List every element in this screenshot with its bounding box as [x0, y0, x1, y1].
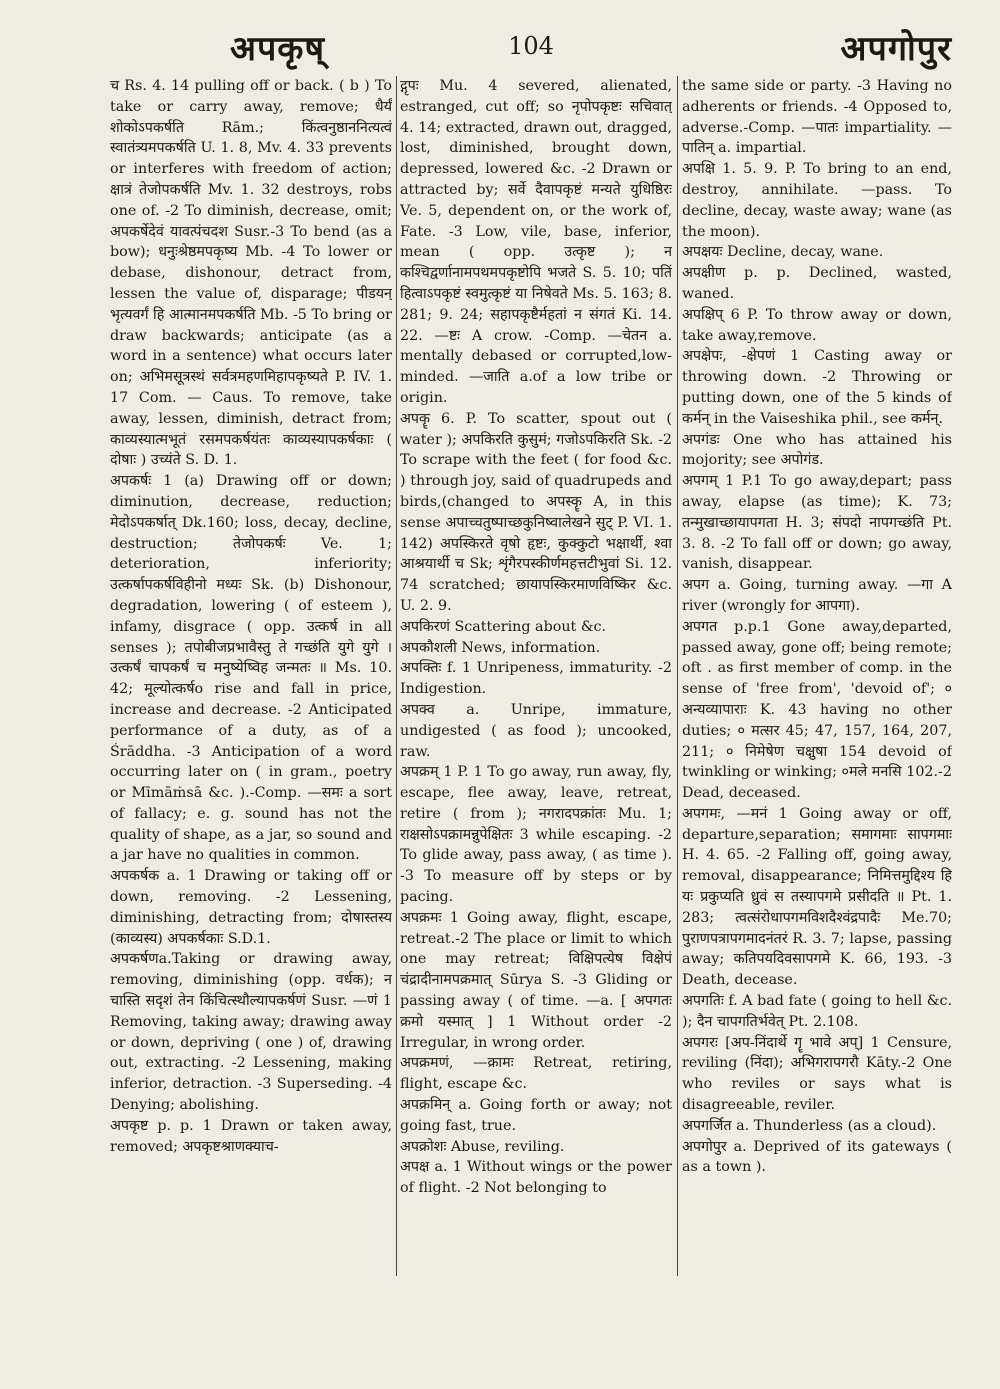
entry-text: अपक्रमणं, —क्रामः Retreat, retiring, flight, escape &c. — [400, 1055, 672, 1093]
entry-text: अपक्तिः f. 1 Unripeness, immaturity. -2 Indigestion. — [400, 660, 672, 698]
entry-text: अपकर्षणa.Taking or drawing away, removing, diminishing (opp. वर्धक); न चास्ति सदृशं तेन किंचित्स्थौल्यापकर्षणं Susr. —णं 1 Removing, taking away; drawing away or down, depriving ( one ) of, drawing out, extracting. -2 Lessening, making inferior, detraction. -3 Superseding. -4 Denying; abolishing. — [110, 951, 392, 1114]
entry-text: अपक्षिप् 6 P. To throw away or down, take away,remove. — [682, 306, 952, 344]
entry-text: अपक्व a. Unripe, immature, undigested ( as food ); uncooked, raw. — [400, 701, 672, 760]
entry-text: अपकर्षः 1 (a) Drawing off or down; diminution, decrease, reduction; मेदोऽपकर्षात् Dk.160; loss, decay, decline, destruction; तेजोपकर्षः Ve. 1; deterioration, inferiority; उत्कर्षापकर्षविहीनो मध्यः Sk. (b) Dishonour, degradation, lowering ( of esteem ), infamy, disgrace ( opp. उत्कर्ष in all senses ); तपोबीजप्रभावैस्तु ते गच्छंति युगे युगे । उत्कर्षं चापकर्षं च मनुष्येष्विह जन्मतः ॥ Ms. 10. 42; मूल्योत्कर्षo rise and fall in price, increase and decrease. -2 Anticipated performance of a duty, as of a Śrāddha. -3 Anticipation of a word occurring later on ( in gram., poetry or Mīmāṁsā &c. ).-Comp. —समः a sort of fallacy; e. g. sound has not the quality of shape, as a jar, so sound and a jar have no qualities in common. — [110, 473, 392, 864]
column-2 — [400, 76, 672, 1286]
column-divider — [677, 76, 678, 1276]
entry-text: अपक्षि 1. 5. 9. P. To bring to an end, destroy, annihilate. —pass. To decline, decay, waste away; wane (as the moon). — [682, 161, 952, 240]
entry-text: अपग a. Going, turning away. —गा A river (wrongly for आपगा). — [682, 577, 952, 614]
column-1 — [110, 76, 392, 1286]
entry-text: अपगरः [अप-निंदार्थे गॄ भावे अप्] 1 Censure, reviling (निंदा); अभिगरापगरौ Kāty.-2 One who reviles or says what is disagreeable, reviler. — [682, 1034, 952, 1114]
entry-text: अपक्रमः 1 Going away, flight, escape, retreat.-2 The place or limit to which one may retreat; विक्षिपत्येष विक्षेपं चंद्रादीनामपक्रमात् Sūrya S. -3 Gliding or passing away ( of time. —a. [ अपगतः क्रमो यस्मात् ] 1 Without order -2 Irregular, in wrong order. — [400, 909, 672, 1051]
column-divider — [396, 76, 397, 1276]
entry-text: अपक्रम् 1 P. 1 To go away, run away, fly, escape, flee away, leave, retreat, retire ( from ); नगरादपक्रांतः Mu. 1; राक्षसोऽपक्रामन्नुपेक्षितः 3 while escaping. -2 To glide away, pass away, ( as time ). -3 To measure off by steps or by pacing. — [400, 764, 672, 906]
entry-text: अपगम् 1 P.1 To go away,depart; pass away, elapse (as time); K. 73; तन्मुखाच्छायापगता H. 3; संपदो नापगच्छंति Pt. 3. 8. -2 To fall off or down; go away, vanish, disappear. — [682, 473, 952, 573]
left-running-headword: अपकृष् — [230, 29, 326, 69]
page-header — [110, 24, 952, 74]
entry-text: अपगत p.p.1 Gone away,departed, passed away, gone off; being remote; oft . as first member of comp. in the sense of 'free from', 'devoid of'; ० अन्यव्यापाराः K. 43 having no other duties; ० मत्सर 45; 47, 157, 164, 207, 211; ० निमेषेण चक्षुषा 154 devoid of twinkling or winking; ०मले मनसि 102.-2 Dead, deceased. — [682, 618, 952, 802]
entry-text: अपकृष्ट p. p. 1 Drawn or taken away, removed; अपकृष्टश्राणक्याच- — [110, 1117, 392, 1155]
right-running-headword: अपगोपुर — [840, 29, 952, 69]
entry-text: अपक्रोशः Abuse, reviling. — [400, 1138, 565, 1155]
entry-text: अपकॄ 6. P. To scatter, spout out ( water ); अपकिरति कुसुमं; गजोऽपकिरति Sk. -2 To scrape with the feet ( for food &c. ) through joy, said of quadrupeds and birds,(changed to अपस्कॄ A, in this sense अपाच्चतुष्पाच्छकुनिष्वालेखने सुट् P. VI. 1. 142) अपस्किरते वृषो हृष्टः, कुक्कुटो भक्षार्थी, श्वा आश्रयार्थी च Sk; शृंगैरपस्कीर्णमहत्तटीभुवां Si. 12. 74 scratched; छायापस्किरमाणविष्किर &c. U. 2. 9. — [400, 410, 672, 614]
entry-text: अपकिरणं Scattering about &c. — [400, 618, 607, 635]
entry-text: अपगर्जित a. Thunderless (as a cloud). — [682, 1117, 937, 1134]
column-3 — [682, 76, 952, 1286]
entry-text: अपक्षयः Decline, decay, wane. — [682, 244, 884, 261]
entry-text: अपकर्षक a. 1 Drawing or taking off or down, removing. -2 Lessening, diminishing, detracting from; दोषास्तस्य (काव्यस्य) अपकर्षकाः S.D.1. — [110, 868, 392, 947]
entry-text: अपक्ष a. 1 Without wings or the power of flight. -2 Not belonging to — [400, 1159, 672, 1197]
entry-text: अपगोपुर a. Deprived of its gateways ( as a town ). — [682, 1138, 952, 1176]
entry-text: अपगमः, —मनं 1 Going away or off, departure,separation; समागमाः सापगमाः H. 4. 65. -2 Falling off, going away, removal, disappearance; निमित्तमुद्दिश्य हि यः प्रकुप्यति ध्रुवं स तस्यापगमे प्रसीदति ॥ Pt. 1. 283; त्वत्संरोधापगमविशदैश्वंद्रपादैः Me.70; पुराणपत्रापगमादनंतरं R. 3. 7; lapse, passing away; कतिपयदिवसापगमे K. 66, 193. -3 Death, decease. — [682, 805, 952, 989]
entry-text: अपक्षेपः, -क्षेपणं 1 Casting away or throwing down. -2 Throwing or putting down, one of the 5 kinds of कर्मन् in the Vaiseshika phil., see कर्मन्. — [682, 348, 952, 427]
entry-text: द्गृपः Mu. 4 severed, alienated, estranged, cut off; so नृपोपकृष्टः सचिवात् 4. 14; extracted, drawn out, dragged, lost, diminished, brought down, depressed, lowered &c. -2 Drawn or attracted by; सर्वे दैवापकृष्टं मन्यते युधिष्ठिरः Ve. 5, dependent on, or the work of, Fate. -3 Low, vile, base, inferior, mean ( opp. उत्कृष्ट ); न कश्चिद्वर्णानामपथमपकृष्टोपि भजते S. 5. 10; पतिं हित्वाऽपकृष्टं स्वमुत्कृष्टं या निषेवते Ms. 5. 163; 8. 281; 9. 24; सहापकृष्टैर्महतां न संगतं Ki. 14. 22. —ष्टः A crow. -Comp. —चेतन a. mentally debased or corrupted,low-minded. —जाति a.of a low tribe or origin. — [400, 78, 672, 406]
entry-text: the same side or party. -3 Having no adherents or friends. -4 Opposed to, adverse.-Comp. —पातः impartiality. —पातिन् a. impartial. — [682, 78, 952, 157]
entry-text: अपक्रमिन् a. Going forth or away; not going fast, true. — [400, 1097, 672, 1134]
entry-text: अपक्षीण p. p. Declined, wasted, waned. — [682, 265, 952, 302]
entry-text: अपगतिः f. A bad fate ( going to hell &c. ); दैन चापगतिर्भवेत् Pt. 2.108. — [682, 993, 952, 1030]
page-number: 104 — [508, 32, 554, 60]
entry-text: अपगंडः One who has attained his mojority; see अपोगंड. — [682, 431, 952, 469]
entry-text: च Rs. 4. 14 pulling off or back. ( b ) To take or carry away, remove; धैर्यं शोकोऽपकर्षति Rām.; किंत्वनुष्ठाननित्यत्वं स्वातंत्र्यमपकर्षति U. 1. 8, Mv. 4. 33 prevents or interferes with freedom of action; क्षात्रं तेजोपकर्षति Mv. 1. 32 destroys, robs one of. -2 To diminish, decrease, omit; अपकर्षेदेवं यावत्पंचदश Susr.-3 To bend (as a bow); धनुःश्रेष्ठमपकृष्य Mb. -4 To lower or debase, dishonour, detract from, lessen the value of, disparage; पीडयन् भृत्यवर्गं हि आत्मानमपकर्षति Mb. -5 To bring or draw backwards; anticipate (as a word in a sentence) what occurs later on; अभिमसूत्रस्थं सर्वत्रमहणमिहापकृष्यते P. IV. 1. 17 Com. — Caus. To remove, take away, lessen, diminish, detract from; काव्यस्यात्मभूतं रसमपकर्षयंतः काव्यस्यापकर्षकाः ( दोषाः ) उच्यंते S. D. 1. — [110, 78, 392, 469]
entry-text: अपकौशली News, information. — [400, 639, 601, 656]
